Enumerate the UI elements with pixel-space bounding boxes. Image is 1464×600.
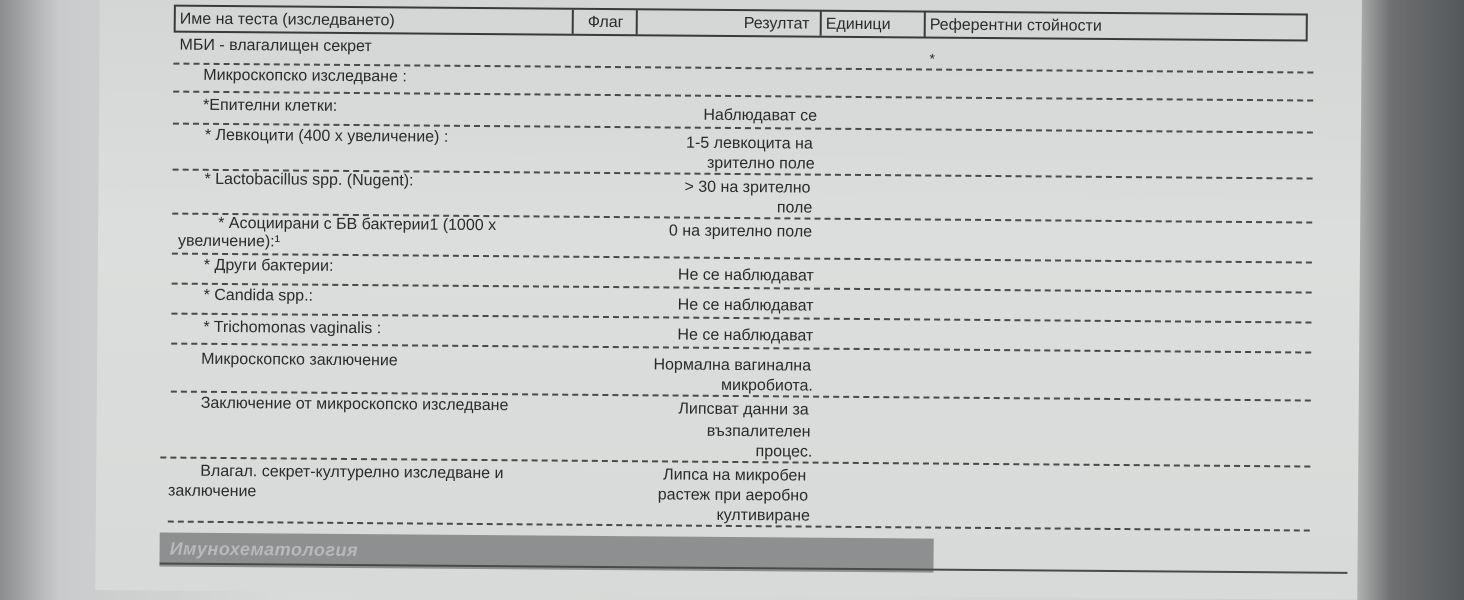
- lab-report-sheet: [95, 0, 1362, 600]
- row-name: * Candida spp.:: [203, 286, 314, 305]
- header-units: Единици: [825, 15, 891, 34]
- row-divider: [172, 253, 1312, 264]
- row-name: * Trichomonas vaginalis :: [203, 318, 382, 338]
- row-name: увеличение):¹: [177, 232, 281, 251]
- reference-mark: *: [929, 50, 936, 67]
- row-name: *Епителни клетки:: [203, 96, 338, 115]
- header-divider: [820, 12, 822, 36]
- row-name: Микроскопско изследване :: [203, 66, 407, 86]
- row-name: Заключение от микроскопско изследване: [200, 394, 509, 415]
- row-result: култивиране: [716, 506, 810, 525]
- row-name: * Други бактерии:: [203, 256, 334, 275]
- row-result: Липсват данни за: [678, 400, 809, 419]
- row-result: Не се наблюдават: [677, 266, 814, 285]
- row-result: 1-5 левкоцита на: [686, 134, 813, 153]
- row-result: растеж при аеробно: [657, 486, 809, 505]
- header-divider: [924, 12, 926, 36]
- section-title: МБИ - влагалищен секрет: [179, 36, 372, 56]
- row-result: Не се наблюдават: [677, 326, 814, 345]
- row-result: процес.: [755, 443, 813, 461]
- row-name: заключение: [168, 482, 257, 501]
- row-result: микробиота.: [720, 376, 813, 395]
- table-border: [933, 569, 1347, 574]
- row-name: * Lactobacillus spp. (Nugent):: [204, 170, 414, 190]
- header-result: Резултат: [743, 15, 810, 33]
- row-name: Влагал. секрет-културелно изследване и: [200, 462, 504, 483]
- next-section-title: Имунохематология: [169, 538, 359, 561]
- row-result: > 30 на зрително: [684, 178, 811, 197]
- header-reference: Референтни стойности: [929, 16, 1102, 35]
- row-divider: [173, 91, 1313, 102]
- row-result: Липса на микробен: [663, 466, 807, 485]
- header-divider: [636, 10, 638, 34]
- row-result: Нормална вагинална: [653, 356, 812, 375]
- row-result: възпалителен: [706, 422, 811, 441]
- row-result: 0 на зрително поле: [668, 222, 813, 241]
- header-divider: [572, 10, 574, 34]
- row-result: Не се наблюдават: [677, 296, 814, 315]
- header-test-name: Име на теста (изследването): [179, 10, 395, 30]
- row-result: поле: [776, 199, 813, 217]
- row-name: Микроскопско заключение: [201, 350, 398, 370]
- row-result: зрително поле: [706, 154, 815, 173]
- row-name: * Левкоцити (400 х увеличение) :: [204, 126, 449, 146]
- row-name: * Асоциирани с БВ бактерии1 (1000 х: [218, 214, 497, 235]
- row-result: Наблюдават се: [703, 106, 818, 125]
- header-flag: Флаг: [587, 13, 624, 32]
